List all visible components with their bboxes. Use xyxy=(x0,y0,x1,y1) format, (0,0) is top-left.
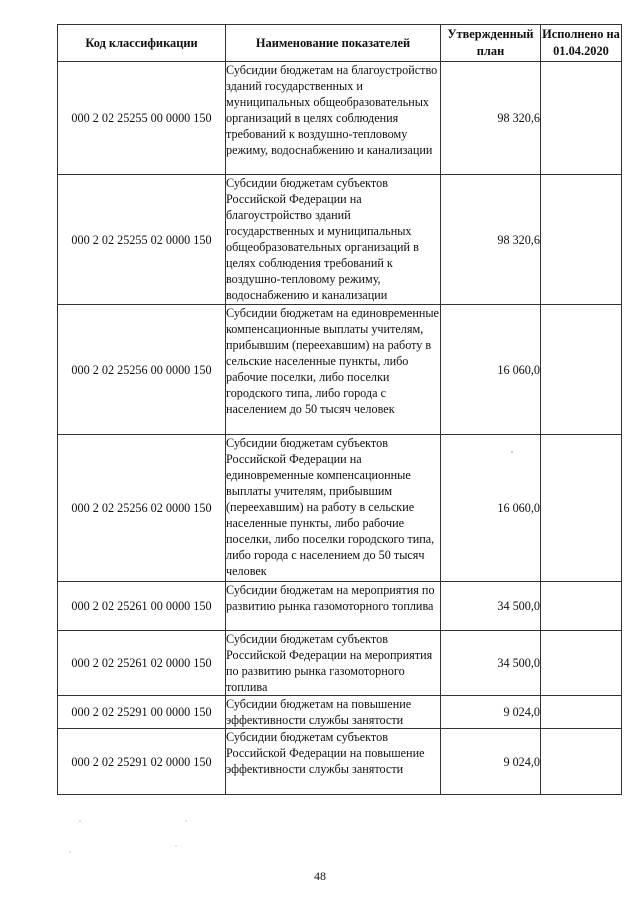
indicator-name-cell: Субсидии бюджетам на благоустройство зданий государственных и муниципальных общеобразовательных организаций в целях соблюдения требований к воздушно-тепловому режиму, водоснабжению и канализации xyxy=(226,62,441,175)
indicator-name-cell: Субсидии бюджетам на единовременные компенсационные выплаты учителям, прибывшим (переехавшим) на работу в сельские населенные пункты, либо рабочие поселки, либо поселки городского типа, либо города с населением до 50 тысяч человек xyxy=(226,305,441,435)
classification-code-cell: 000 2 02 25261 02 0000 150 xyxy=(58,631,226,696)
table-row xyxy=(58,62,622,175)
executed-cell xyxy=(541,305,622,435)
executed-cell xyxy=(541,582,622,631)
header-executed: Исполнено на 01.04.2020 xyxy=(541,25,622,62)
indicator-name-cell: Субсидии бюджетам субъектов Российской Федерации на благоустройство зданий государственных и муниципальных общеобразовательных организаций в целях соблюдения требований к воздушно-тепловому режиму, водоснабжению и канализации xyxy=(226,175,441,305)
header-indicator-name: Наименование показателей xyxy=(226,25,441,62)
page-number: 48 xyxy=(314,869,326,883)
header-approved-plan: Утвержденный план xyxy=(441,25,541,62)
indicator-name-cell: Субсидии бюджетам субъектов Российской Федерации на повышение эффективности службы занятости xyxy=(226,729,441,795)
table-row xyxy=(58,305,622,435)
classification-code-cell: 000 2 02 25291 00 0000 150 xyxy=(58,696,226,729)
executed-cell xyxy=(541,729,622,795)
approved-plan-cell: 34 500,0 xyxy=(441,631,541,696)
indicator-name-cell: Субсидии бюджетам субъектов Российской Федерации на единовременные компенсационные выплаты учителям, прибывшим (переехавшим) на работу в сельские населенные пункты, либо рабочие поселки, либо поселки городского типа, либо города с населением до 50 тысяч человек xyxy=(226,435,441,582)
table-row xyxy=(58,696,622,729)
approved-plan-cell: 9 024,0 xyxy=(441,696,541,729)
classification-code-cell: 000 2 02 25255 00 0000 150 xyxy=(58,62,226,175)
executed-cell xyxy=(541,62,622,175)
indicator-name-cell: Субсидии бюджетам на мероприятия по развитию рынка газомоторного топлива xyxy=(226,582,441,631)
approved-plan-cell: 34 500,0 xyxy=(441,582,541,631)
table-header-row xyxy=(58,25,622,62)
indicator-name-cell: Субсидии бюджетам на повышение эффективности службы занятости xyxy=(226,696,441,729)
executed-cell xyxy=(541,435,622,582)
budget-table xyxy=(57,24,622,795)
indicator-name-cell: Субсидии бюджетам субъектов Российской Федерации на мероприятия по развитию рынка газомоторного топлива xyxy=(226,631,441,696)
approved-plan-cell: 9 024,0 xyxy=(441,729,541,795)
classification-code-cell: 000 2 02 25256 00 0000 150 xyxy=(58,305,226,435)
table-row xyxy=(58,631,622,696)
table-row xyxy=(58,435,622,582)
table-row xyxy=(58,729,622,795)
executed-cell xyxy=(541,175,622,305)
classification-code-cell: 000 2 02 25291 02 0000 150 xyxy=(58,729,226,795)
approved-plan-cell: 16 060,0 xyxy=(441,305,541,435)
classification-code-cell: 000 2 02 25261 00 0000 150 xyxy=(58,582,226,631)
approved-plan-cell: 98 320,6 xyxy=(441,175,541,305)
approved-plan-cell: 98 320,6 xyxy=(441,62,541,175)
approved-plan-cell: 16 060,0 xyxy=(441,435,541,582)
executed-cell xyxy=(541,696,622,729)
table-row xyxy=(58,175,622,305)
executed-cell xyxy=(541,631,622,696)
table-row xyxy=(58,582,622,631)
header-classification-code: Код классификации xyxy=(58,25,226,62)
classification-code-cell: 000 2 02 25256 02 0000 150 xyxy=(58,435,226,582)
classification-code-cell: 000 2 02 25255 02 0000 150 xyxy=(58,175,226,305)
